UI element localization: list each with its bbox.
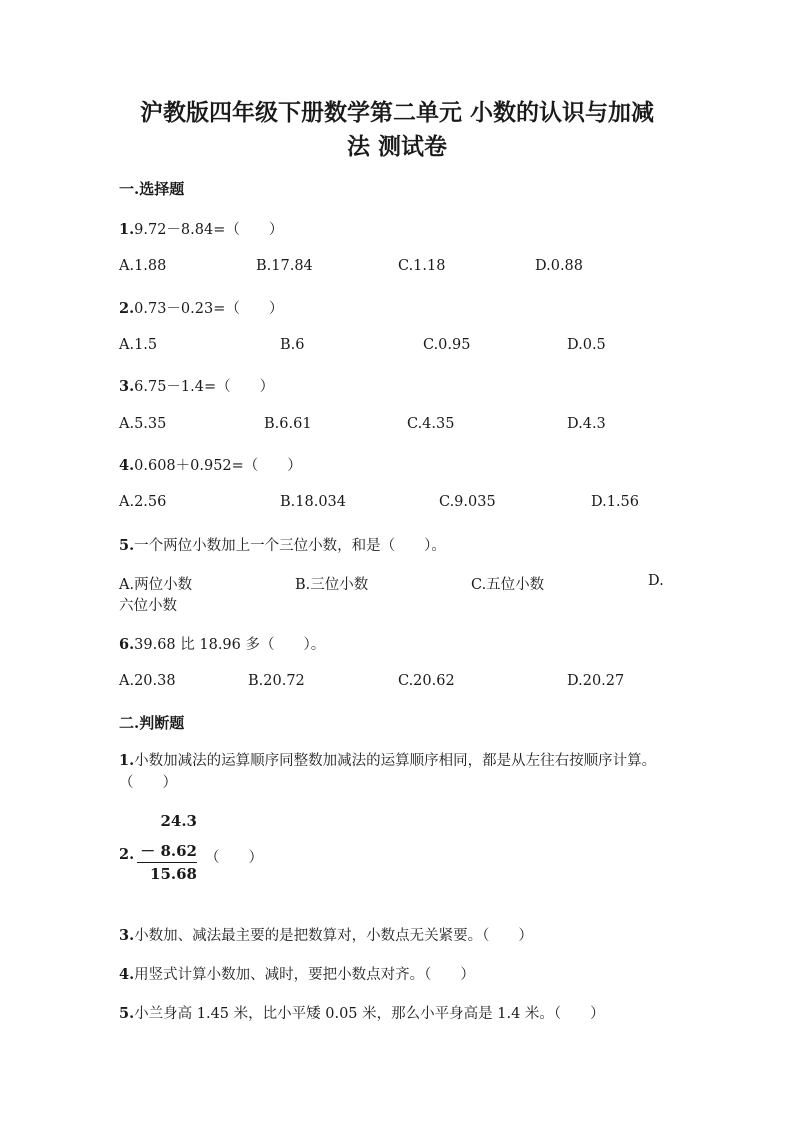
question-number: 1. — [119, 221, 135, 238]
q1-option-a[interactable]: A.1.88 — [119, 258, 167, 274]
question-1 — [119, 218, 283, 239]
q2-option-b[interactable]: B.6 — [280, 337, 305, 353]
judge-3 — [119, 924, 533, 945]
question-number: 4. — [119, 966, 135, 983]
q4-option-a[interactable]: A.2.56 — [119, 494, 167, 510]
q6-option-c[interactable]: C.20.62 — [398, 673, 455, 689]
section-judge-heading: 二.判断题 — [119, 714, 185, 732]
q4-option-b[interactable]: B.18.034 — [280, 494, 347, 510]
q6-option-a[interactable]: A.20.38 — [119, 673, 176, 689]
calc-divider-line — [137, 862, 197, 863]
question-4 — [119, 454, 302, 475]
q1-option-b[interactable]: B.17.84 — [256, 258, 313, 274]
calc-result: 15.68 — [150, 865, 197, 883]
q5-option-b[interactable]: B.三位小数 — [295, 577, 369, 593]
title-line-2: 法 测试卷 — [346, 133, 447, 160]
answer-bracket: （ ） — [205, 850, 263, 866]
calc-top-number: 24.3 — [160, 812, 197, 830]
q3-option-b[interactable]: B.6.61 — [264, 416, 312, 432]
judge-4 — [119, 963, 475, 984]
judge-1 — [119, 750, 669, 794]
judge-2-vertical-calc — [119, 808, 319, 888]
question-3 — [119, 375, 274, 396]
question-number: 2. — [119, 300, 135, 317]
q6-option-d[interactable]: D.20.27 — [567, 673, 625, 689]
q5-option-c[interactable]: C.五位小数 — [471, 577, 545, 593]
question-text: 6.75－1.4=（ ） — [134, 379, 275, 395]
question-text: 9.72－8.84=（ ） — [134, 222, 284, 238]
question-text: 一个两位小数加上一个三位小数，和是（ ）。 — [134, 538, 446, 554]
question-text: 小兰身高 1.45 米，比小平矮 0.05 米，那么小平身高是 1.4 米。（ ） — [134, 1006, 605, 1022]
question-6 — [119, 633, 325, 654]
question-number: 5. — [119, 1005, 135, 1022]
question-number: 2. — [119, 846, 135, 863]
question-text: 用竖式计算小数加、减时，要把小数点对齐。（ ） — [134, 967, 475, 983]
page-title — [100, 96, 694, 164]
question-text: 小数加、减法最主要的是把数算对，小数点无关紧要。（ ） — [134, 928, 533, 944]
question-text: 0.73－0.23=（ ） — [134, 301, 284, 317]
q4-option-d[interactable]: D.1.56 — [591, 494, 640, 510]
question-text: 0.608＋0.952=（ ） — [134, 458, 302, 474]
q2-option-a[interactable]: A.1.5 — [119, 337, 158, 353]
q6-option-b[interactable]: B.20.72 — [248, 673, 305, 689]
question-text: 39.68 比 18.96 多（ ）。 — [134, 637, 326, 653]
judge-5 — [119, 1002, 605, 1023]
q2-option-d[interactable]: D.0.5 — [567, 337, 606, 353]
q4-option-c[interactable]: C.9.035 — [439, 494, 496, 510]
q3-option-c[interactable]: C.4.35 — [407, 416, 455, 432]
section-choice-heading: 一.选择题 — [119, 180, 185, 198]
question-number: 6. — [119, 636, 135, 653]
question-number: 1. — [119, 752, 135, 769]
q1-option-c[interactable]: C.1.18 — [398, 258, 446, 274]
question-2 — [119, 297, 283, 318]
title-line-1: 沪教版四年级下册数学第二单元 小数的认识与加减 — [139, 99, 654, 126]
question-number: 3. — [119, 927, 135, 944]
q3-option-a[interactable]: A.5.35 — [119, 416, 167, 432]
q5-option-d-text[interactable]: 六位小数 — [119, 598, 177, 614]
q3-option-d[interactable]: D.4.3 — [567, 416, 606, 432]
q5-option-d[interactable]: D. — [648, 573, 664, 589]
question-5 — [119, 534, 446, 555]
question-number: 3. — [119, 378, 135, 395]
calc-subtrahend: － 8.62 — [140, 842, 197, 860]
question-number: 5. — [119, 537, 135, 554]
q2-option-c[interactable]: C.0.95 — [423, 337, 471, 353]
question-text: 小数加减法的运算顺序同整数加减法的运算顺序相同，都是从左往右按顺序计算。（ ） — [119, 753, 657, 791]
q5-option-a[interactable]: A.两位小数 — [119, 577, 193, 593]
question-number: 4. — [119, 457, 135, 474]
q1-option-d[interactable]: D.0.88 — [535, 258, 584, 274]
